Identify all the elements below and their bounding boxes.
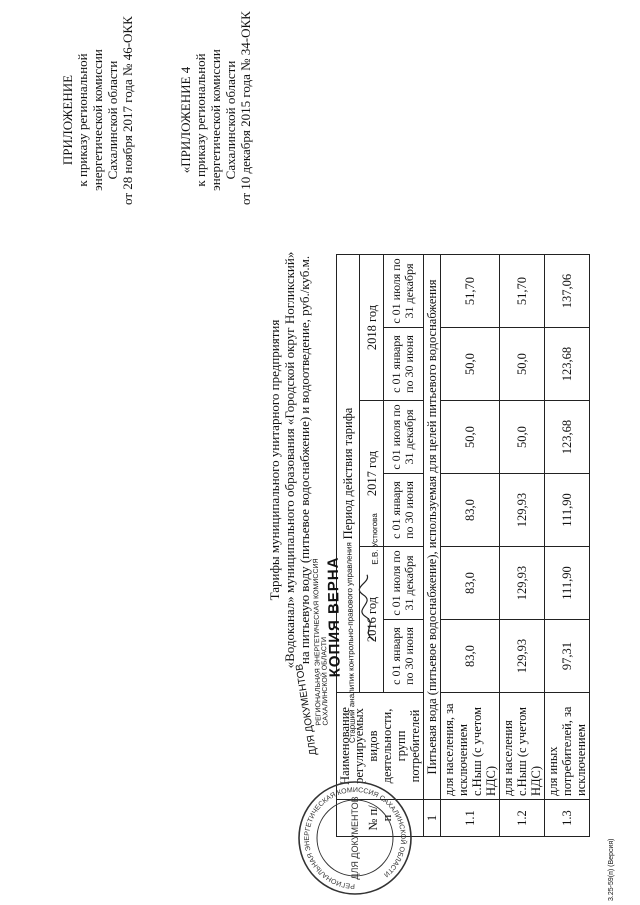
- period-cell: с 01 июля по 31 декабря: [383, 401, 423, 474]
- period-cell: с 01 июля по 31 декабря: [383, 255, 423, 328]
- value-cell: 111,90: [545, 474, 590, 547]
- row-name: для иных потребителей, за исключением: [545, 693, 590, 800]
- appendix-header: [60, 16, 135, 205]
- period-cell: с 01 января по 30 июня: [383, 474, 423, 547]
- year-2018: 2018 год: [360, 255, 383, 401]
- copy-org: РЕГИОНАЛЬНАЯ ЭНЕРГЕТИЧЕСКАЯ КОМИССИЯ САХАЛИНСКОЙ ОБЛАСТИ: [312, 558, 330, 726]
- value-cell: 50,0: [500, 401, 545, 474]
- table-row: [545, 255, 590, 837]
- seal-ring-text: РЕГИОНАЛЬНАЯ ЭНЕРГЕТИЧЕСКАЯ КОМИССИЯ САХАЛИНСКОЙ ОБЛАСТИ: [303, 786, 407, 890]
- value-cell: 50,0: [500, 328, 545, 401]
- seal-center-text: ДЛЯ ДОКУМЕНТОВ: [350, 796, 360, 880]
- period-cell: с 01 января по 30 июня: [383, 620, 423, 693]
- value-cell: 50,0: [441, 401, 500, 474]
- appendix-line: от 28 ноября 2017 года № 46-ОКК: [120, 16, 135, 205]
- title-line: «Водоканал» муниципального образования «Городской округ Ногликский»: [282, 251, 297, 669]
- section-row: [424, 255, 441, 837]
- table-row: [500, 255, 545, 837]
- copy-name: Е.В. Устюгова: [369, 513, 380, 565]
- value-cell: 129,93: [500, 620, 545, 693]
- row-name: для населения, за исключением с.Ныш (с учетом НДС): [441, 693, 500, 800]
- value-cell: 51,70: [441, 255, 500, 328]
- round-seal-stamp: [296, 779, 414, 897]
- copy-position: Старший аналитик контрольно-правового управления: [344, 542, 357, 744]
- title-line: на питьевую воду (питьевое водоснабжение) и водоотведение, руб./куб.м.: [297, 255, 312, 665]
- period-header: Период действия тарифа: [337, 255, 360, 693]
- value-cell: 129,93: [500, 474, 545, 547]
- period-cell: с 01 января по 30 июня: [383, 328, 423, 401]
- appendix-line: Сахалинской области: [105, 60, 120, 180]
- stamp-handwritten: ДЛЯ ДОКУМЕНТОВ: [294, 663, 320, 757]
- copy-certified-stamp: [294, 502, 389, 763]
- appendix-line: «ПРИЛОЖЕНИЕ 4: [178, 66, 193, 174]
- value-cell: 123,68: [545, 328, 590, 401]
- appendix-4-header: [178, 11, 253, 205]
- section-label: Питьевая вода (питьевое водоснабжение), используемая для целей питьевого водоснабжения: [424, 255, 441, 800]
- appendix-line: ПРИЛОЖЕНИЕ: [60, 74, 75, 166]
- value-cell: 137,06: [545, 255, 590, 328]
- value-cell: 83,0: [441, 547, 500, 620]
- footer-code: 3.25-59(п) (Версия): [608, 838, 615, 901]
- signature-icon: [357, 573, 380, 643]
- copy-title: КОПИЯ ВЕРНА: [324, 556, 344, 678]
- name-header: Наименование регулируемых видов деятельности, групп потребителей: [337, 693, 424, 800]
- appendix-line: к приказу региональной: [193, 53, 208, 187]
- row-name: для населения с.Ныш (с учетом НДС): [500, 693, 545, 800]
- row-num: 1.1: [441, 800, 500, 837]
- appendix-line: энергетической комиссии: [90, 49, 105, 191]
- value-cell: 51,70: [500, 255, 545, 328]
- row-num: 1.3: [545, 800, 590, 837]
- year-2016: 2016 год: [360, 547, 383, 693]
- appendix-line: Сахалинской области: [223, 60, 238, 180]
- value-cell: 50,0: [441, 328, 500, 401]
- row-num: 1.2: [500, 800, 545, 837]
- section-num: 1: [424, 800, 441, 837]
- value-cell: 129,93: [500, 547, 545, 620]
- title-line: Тарифы муниципального унитарного предприятия: [267, 319, 282, 601]
- appendix-line: от 10 декабря 2015 года № 34-ОКК: [238, 11, 253, 205]
- year-2017: 2017 год: [360, 401, 383, 547]
- num-header: № п/п: [337, 800, 424, 837]
- period-cell: с 01 июля по 31 декабря: [383, 547, 423, 620]
- value-cell: 97,31: [545, 620, 590, 693]
- table-row: [441, 255, 500, 837]
- value-cell: 83,0: [441, 620, 500, 693]
- appendix-line: к приказу региональной: [75, 53, 90, 187]
- value-cell: 123,68: [545, 401, 590, 474]
- appendix-line: энергетической комиссии: [208, 49, 223, 191]
- value-cell: 83,0: [441, 474, 500, 547]
- value-cell: 111,90: [545, 547, 590, 620]
